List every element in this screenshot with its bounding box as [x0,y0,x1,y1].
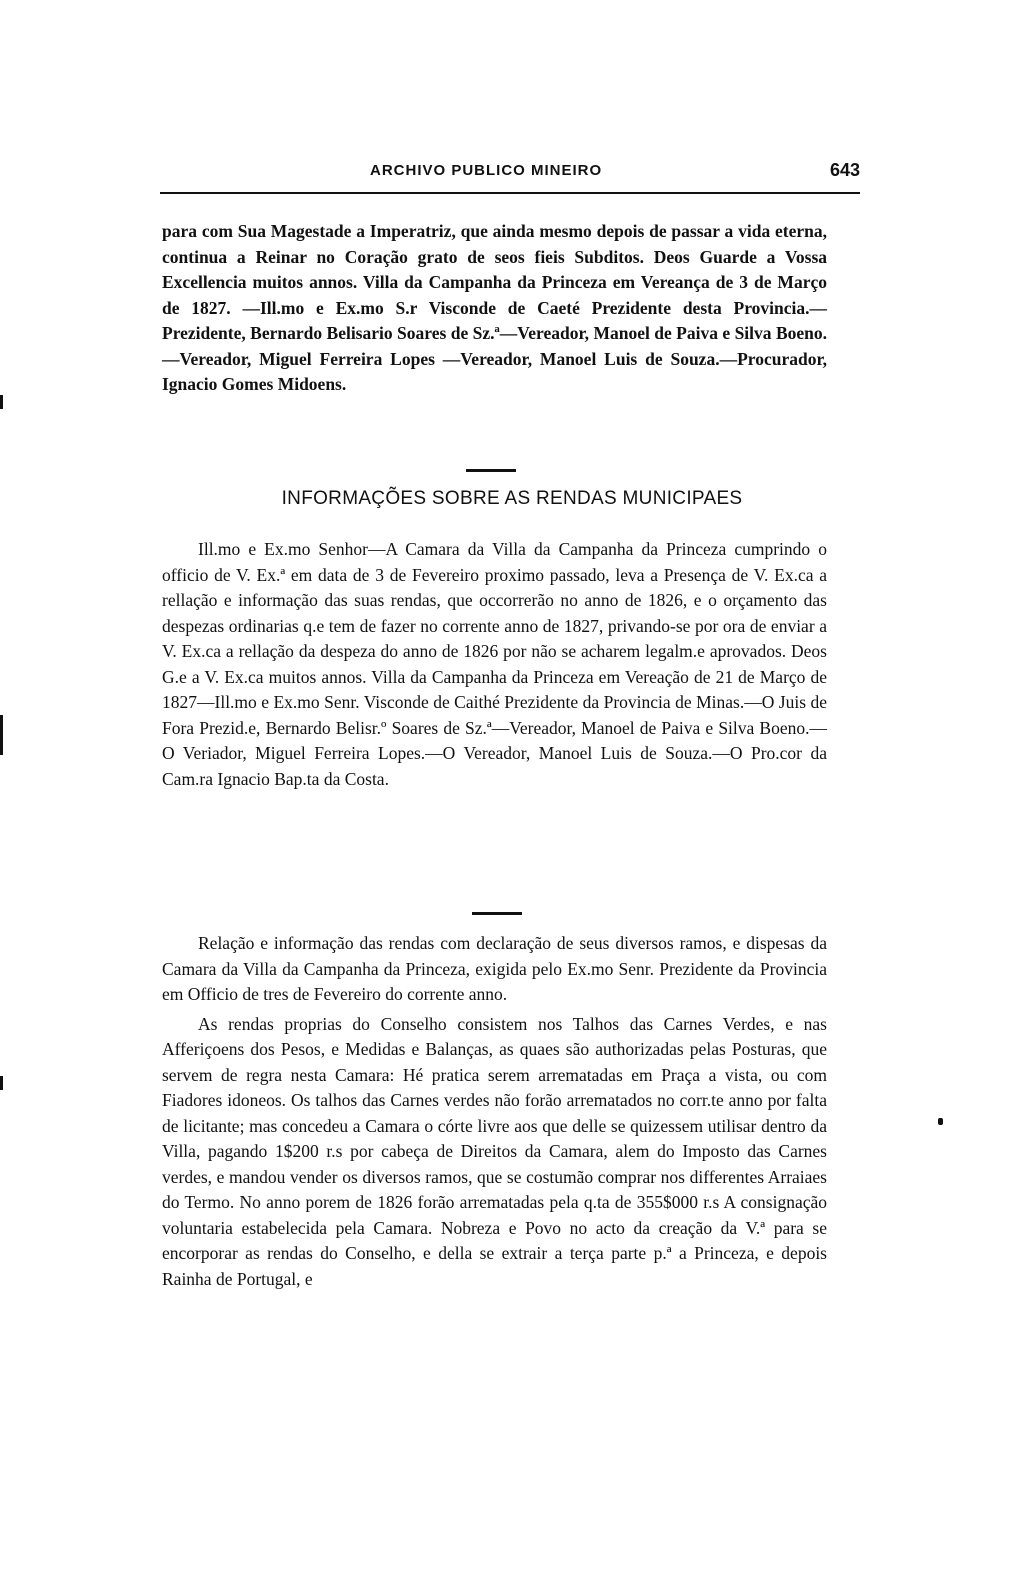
page-number: 643 [829,160,860,180]
scan-speck [938,1118,943,1125]
paragraph: As rendas proprias do Conselho consistem nos Talhos das Carnes Verdes, e nas Afferiçoens dos Pesos, e Medidas e Balanças, as quaes são authorizadas pelas Posturas, que servem de regra nesta Camara: Hé pratica serem arrematadas em Praça a vista, ou com Fiadores idoneos. Os talhos das Carnes verdes não forão arrematados no corr.te anno por falta de licitante; mas concedeu a Camara o córte livre aos que delle se quizessem utilisar dentro da Villa, pagando 1$200 r.s por cabeça de Direitos da Camara, alem do Imposto das Carnes verdes, e mandou vender os diversos ramos, que se costumão comprar nos differentes Arraiaes do Termo. No anno porem de 1826 forão arrematadas pela q.ta de 355$000 r.s A consignação voluntaria estabelecida pela Camara. Nobreza e Povo no acto da creação da V.ª para se encorporar as rendas do Conselho, e della se extrair a terça parte p.ª a Princeza, e depois Rainha de Portugal, e [162,1013,827,1289]
scan-margin-mark [0,715,3,755]
scan-margin-mark [0,1076,3,1090]
section-divider [472,912,522,915]
running-header [160,160,860,186]
header-rule [160,192,860,194]
running-title: ARCHIVO PUBLICO MINEIRO [370,162,603,179]
scan-margin-mark [0,395,3,409]
paragraph: Relação e informação das rendas com declaração de seus diversos ramos, e dispesas da Camara da Villa da Campanha da Princeza, exigida pelo Ex.mo Senr. Prezidente da Provincia em Officio de tres de Fevereiro do corrente anno. [162,933,827,1004]
paragraph: para com Sua Magestade a Imperatriz, que ainda mesmo depois de passar a vida eterna, continua a Reinar no Coração grato de seos fieis Subditos. Deos Guarde a Vossa Excellencia muitos annos. Villa da Campanha da Princeza em Vereança de 3 de Março de 1827. —Ill.mo e Ex.mo S.r Visconde de Caeté Prezidente desta Provincia.—Prezidente, Bernardo Belisario Soares de Sz.ª—Vereador, Manoel de Paiva e Silva Boeno.—Vereador, Miguel Ferreira Lopes —Vereador, Manoel Luis de Souza.—Procurador, Ignacio Gomes Midoens. [162,221,827,394]
report-body [162,931,827,1292]
letter-closing-paragraph [162,219,827,398]
paragraph: Ill.mo e Ex.mo Senhor—A Camara da Villa da Campanha da Princeza cumprindo o officio de V. Ex.ª em data de 3 de Fevereiro proximo passado, leva a Presença de V. Ex.ca a rellação e informação das suas rendas, que occorrerão no anno de 1826, e o orçamento das despezas ordinarias q.e tem de fazer no corrente anno de 1827, privando-se por ora de enviar a V. Ex.ca a rellação da despeza do anno de 1826 por não se acharem legalm.e aprovados. Deos G.e a V. Ex.ca muitos annos. Villa da Campanha da Princeza em Vereação de 21 de Março de 1827—Ill.mo e Ex.mo Senr. Visconde de Caithé Prezidente da Provincia de Minas.—O Juis de Fora Prezid.e, Bernardo Belisr.º Soares de Sz.ª—Vereador, Manoel de Paiva e Silva Boeno.—O Veriador, Miguel Ferreira Lopes.—O Vereador, Manoel Luis de Souza.—O Pro.cor da Cam.ra Ignacio Bap.ta da Costa. [162,539,827,789]
section-divider [466,469,516,472]
section-title: INFORMAÇÕES SOBRE AS RENDAS MUNICIPAES [281,488,743,509]
report-letter [162,537,827,792]
